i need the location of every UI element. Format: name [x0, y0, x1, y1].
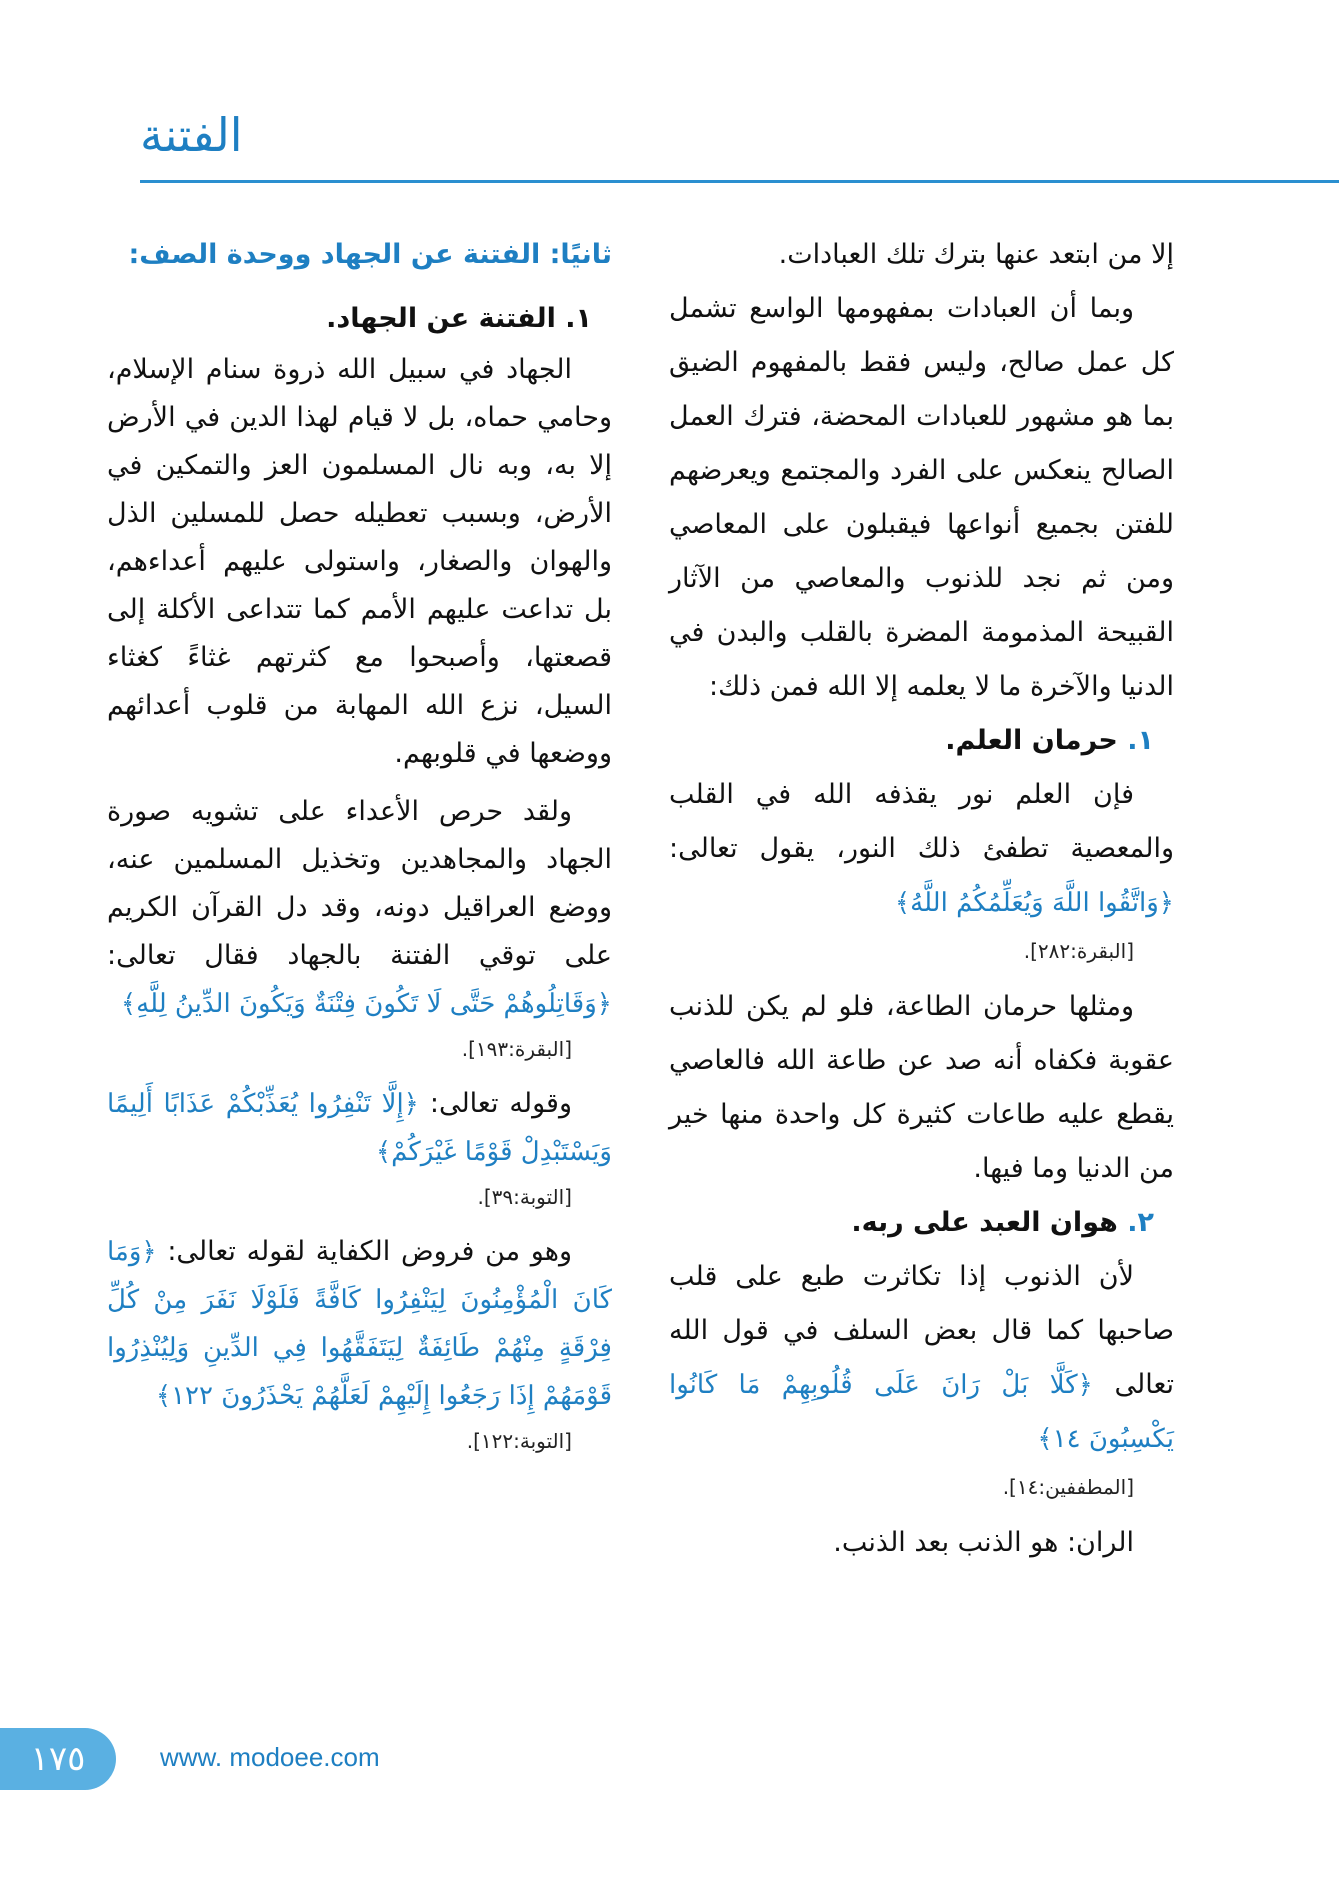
item-text: حرمان العلم. [945, 725, 1118, 756]
paragraph-text: وقوله تعالى: [429, 1088, 572, 1119]
paragraph-text: لأن الذنوب إذا تكاثرت طبع على قلب صاحبها كما قال بعض السلف في قول الله تعالى [669, 1261, 1174, 1400]
verse-reference: [البقرة:١٩٣]. [461, 1037, 572, 1061]
page-number-badge [0, 1728, 116, 1790]
verse-reference: [التوبة:٣٩]. [477, 1185, 572, 1209]
header-divider [140, 180, 1339, 183]
left-column [107, 228, 612, 1472]
verse-reference: [المطففين:١٤]. [1002, 1475, 1134, 1499]
paragraph: وبما أن العبادات بمفهومها الواسع تشمل كل عمل صالح، وليس فقط بالمفهوم الضيق بما هو مشهور للعبادات المحضة، فترك العمل الصالح ينعكس على الفرد والمجتمع ويعرضهم للفتن بجميع أنواعها فيقبلون على المعاصي ومن ثم نجد للذنوب والمعاصي من الآثار القبيحة المذمومة المضرة بالقلب والبدن في الدنيا والآخرة ما لا يعلمه إلا الله فمن ذلك: [669, 293, 1174, 702]
item-number: ٢. [1127, 1207, 1154, 1238]
verse-reference: [التوبة:١٢٢]. [466, 1429, 572, 1453]
quran-verse: ﴿وَمَا كَانَ الْمُؤْمِنُونَ لِيَنْفِرُوا كَافَّةً فَلَوْلَا نَفَرَ مِنْ كُلِّ فِرْقَةٍ مِنْهُمْ طَائِفَةٌ لِيَتَفَقَّهُوا فِي الدِّينِ وَلِيُنْذِرُوا قَوْمَهُمْ إِذَا رَجَعُوا إِلَيْهِمْ لَعَلَّهُمْ يَحْذَرُونَ ١٢٢﴾ [107, 1237, 612, 1411]
paragraph-text: فإن العلم نور يقذفه الله في القلب والمعصية تطفئ ذلك النور، يقول تعالى: [669, 779, 1174, 864]
paragraph [669, 768, 1174, 972]
paragraph [107, 1228, 612, 1462]
paragraph: ومثلها حرمان الطاعة، فلو لم يكن للذنب عقوبة فكفاه أنه صد عن طاعة الله فالعاصي يقطع عليه طاعات كثيرة كل واحدة منها خير من الدنيا وما فيها. [669, 991, 1174, 1184]
verse-reference: [البقرة:٢٨٢]. [1023, 939, 1134, 963]
paragraph [669, 1250, 1174, 1508]
paragraph [107, 788, 612, 1070]
paragraph: الران: هو الذنب بعد الذنب. [833, 1527, 1134, 1558]
footer-url[interactable]: www. modoee.com [160, 1742, 380, 1772]
quran-verse: ﴿وَقَاتِلُوهُمْ حَتَّى لَا تَكُونَ فِتْنَةٌ وَيَكُونَ الدِّينُ لِلَّهِ﴾ [120, 989, 612, 1019]
item-number: ١. [1127, 725, 1154, 756]
paragraph-text: وهو من فروض الكفاية لقوله تعالى: [167, 1236, 572, 1267]
section-heading: ثانيًا: الفتنة عن الجهاد ووحدة الصف: [128, 239, 612, 270]
quran-verse: ﴿إِلَّا تَنْفِرُوا يُعَذِّبْكُمْ عَذَابًا أَلِيمًا وَيَسْتَبْدِلْ قَوْمًا غَيْرَكُمْ﴾ [107, 1089, 612, 1167]
paragraph: الجهاد في سبيل الله ذروة سنام الإسلام، وحامي حماه، بل لا قيام لهذا الدين في الأرض إلا به، وبه نال المسلمون العز والتمكين في الأرض، وبسبب تعطيله حصل للمسلين الذل والهوان والصغار، واستولى عليهم أعداءهم، بل تداعت عليهم الأمم كما تتداعى الأكلة إلى قصعتها، وأصبحوا مع كثرتهم غثاءً كغثاء السيل، نزع الله المهابة من قلوب أعدائهم ووضعها في قلوبهم. [107, 354, 612, 769]
paragraph [107, 1080, 612, 1218]
list-item [669, 714, 1174, 768]
list-item [669, 1196, 1174, 1250]
paragraph-text: ولقد حرص الأعداء على تشويه صورة الجهاد والمجاهدين وتخذيل المسلمين عنه، ووضع العراقيل دونه، وقد دل القرآن الكريم على توقي الفتنة بالجهاد فقال تعالى: [107, 796, 612, 971]
quran-verse: ﴿كَلَّا بَلْ رَانَ عَلَى قُلُوبِهِمْ مَا كَانُوا يَكْسِبُونَ ١٤﴾ [669, 1370, 1174, 1454]
item-text: هوان العبد على ربه. [851, 1207, 1118, 1238]
page-title: الفتنة [140, 108, 243, 162]
right-column [669, 228, 1174, 1570]
page-number: ١٧٥ [30, 1739, 86, 1779]
list-item: ١. الفتنة عن الجهاد. [326, 303, 592, 334]
paragraph: إلا من ابتعد عنها بترك تلك العبادات. [778, 239, 1174, 270]
quran-verse: ﴿وَاتَّقُوا اللَّهَ وَيُعَلِّمُكُمُ اللَّهُ﴾ [894, 888, 1174, 918]
